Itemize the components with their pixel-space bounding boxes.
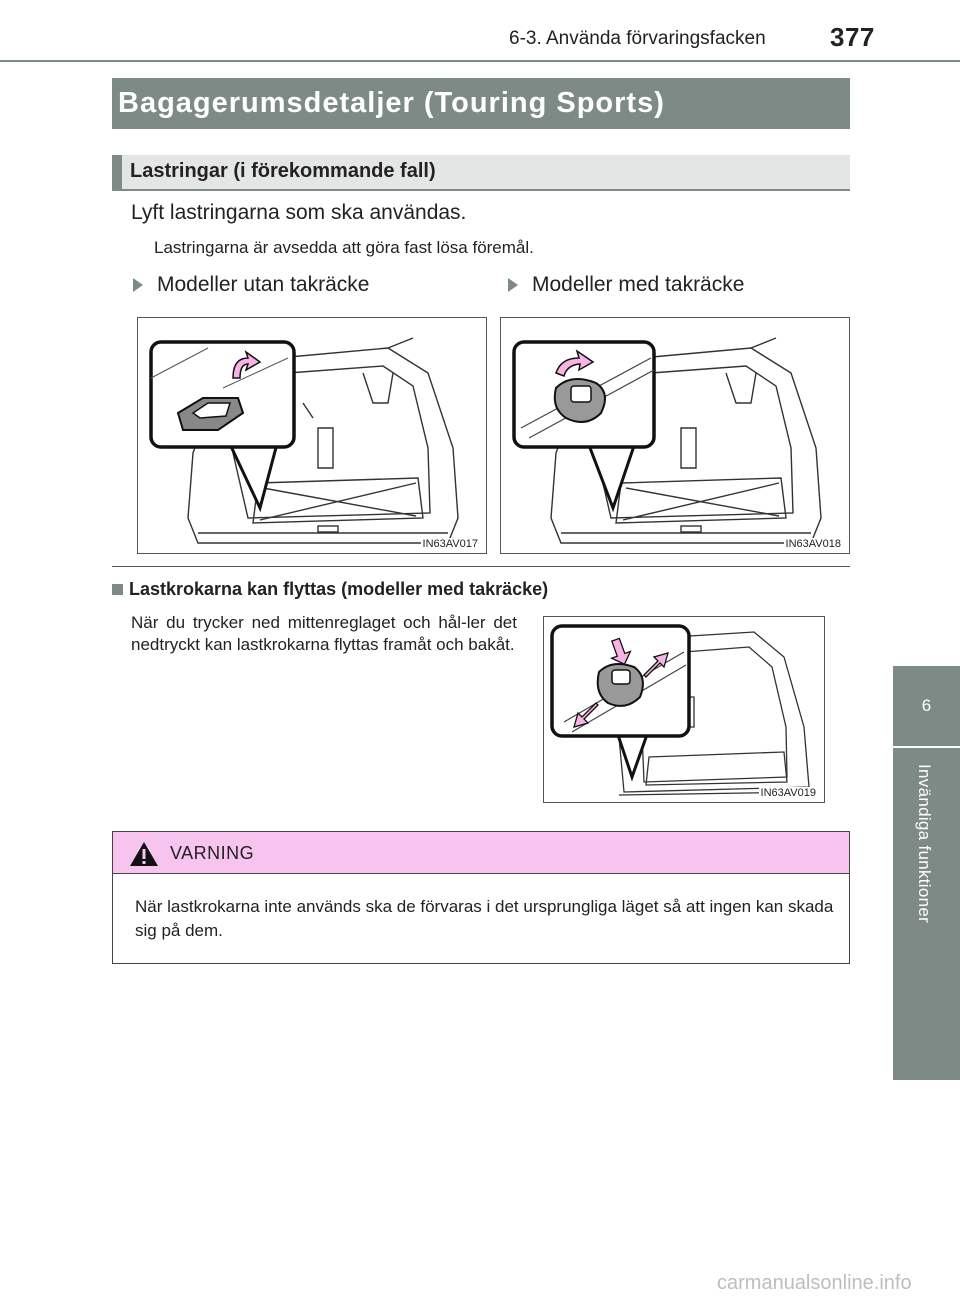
chapter-number: 6	[921, 696, 932, 715]
subheading-band	[112, 155, 850, 191]
warning-triangle-icon	[129, 841, 159, 867]
warning-title: VARNING	[170, 843, 255, 863]
figure-code: IN63AV017	[422, 538, 478, 550]
figure-cargo-ring-with-rails	[500, 317, 850, 554]
square-bullet-icon	[112, 584, 123, 595]
chapter-label: Invändiga funktioner	[915, 764, 934, 924]
figure-code: IN63AV018	[785, 538, 841, 550]
warning-body: När lastkrokarna inte används ska de förvaras i det ursprungliga läget så att ingen kan skada sig på dem.	[135, 897, 834, 940]
watermark-text: carmanualsonline.info	[717, 1272, 912, 1294]
chapter-tab	[893, 666, 960, 1080]
variant-label: Modeller med takräcke	[532, 273, 745, 296]
warning-box	[112, 831, 850, 964]
subheading-text: Lastringar (i förekommande fall)	[130, 160, 436, 182]
triangle-bullet-icon	[508, 278, 518, 292]
page-number: 377	[830, 22, 875, 52]
page-title-band	[112, 78, 850, 129]
figure-cargo-ring-no-rails	[137, 317, 487, 554]
cargo-area-illustration-icon	[501, 318, 850, 554]
chapter-tab-divider	[893, 746, 960, 748]
instruction-lead: Lyft lastringarna som ska användas.	[131, 201, 467, 224]
cargo-area-illustration-icon	[138, 318, 487, 554]
section-body-text: När du trycker ned mittenreglaget och hål-ler det nedtryckt kan lastkrokarna flyttas framåt och bakåt.	[131, 613, 517, 654]
movable-hook-illustration-icon	[544, 617, 825, 803]
subheading-marker	[112, 155, 122, 189]
warning-header	[113, 832, 849, 874]
variant-without-roof-rails	[133, 273, 369, 297]
section-divider	[112, 566, 850, 567]
header-rule	[0, 60, 960, 62]
figure-code: IN63AV019	[760, 787, 816, 799]
header-section-title: 6-3. Använda förvaringsfacken	[509, 28, 766, 49]
instruction-note: Lastringarna är avsedda att göra fast lösa föremål.	[154, 238, 534, 257]
variant-label: Modeller utan takräcke	[157, 273, 370, 296]
variant-with-roof-rails	[508, 273, 744, 297]
figure-movable-hook	[543, 616, 825, 803]
page-title: Bagagerumsdetaljer (Touring Sports)	[118, 87, 665, 119]
section-heading-text: Lastkrokarna kan flyttas (modeller med takräcke)	[129, 579, 549, 599]
triangle-bullet-icon	[133, 278, 143, 292]
section-heading-movable-hooks	[112, 579, 548, 600]
